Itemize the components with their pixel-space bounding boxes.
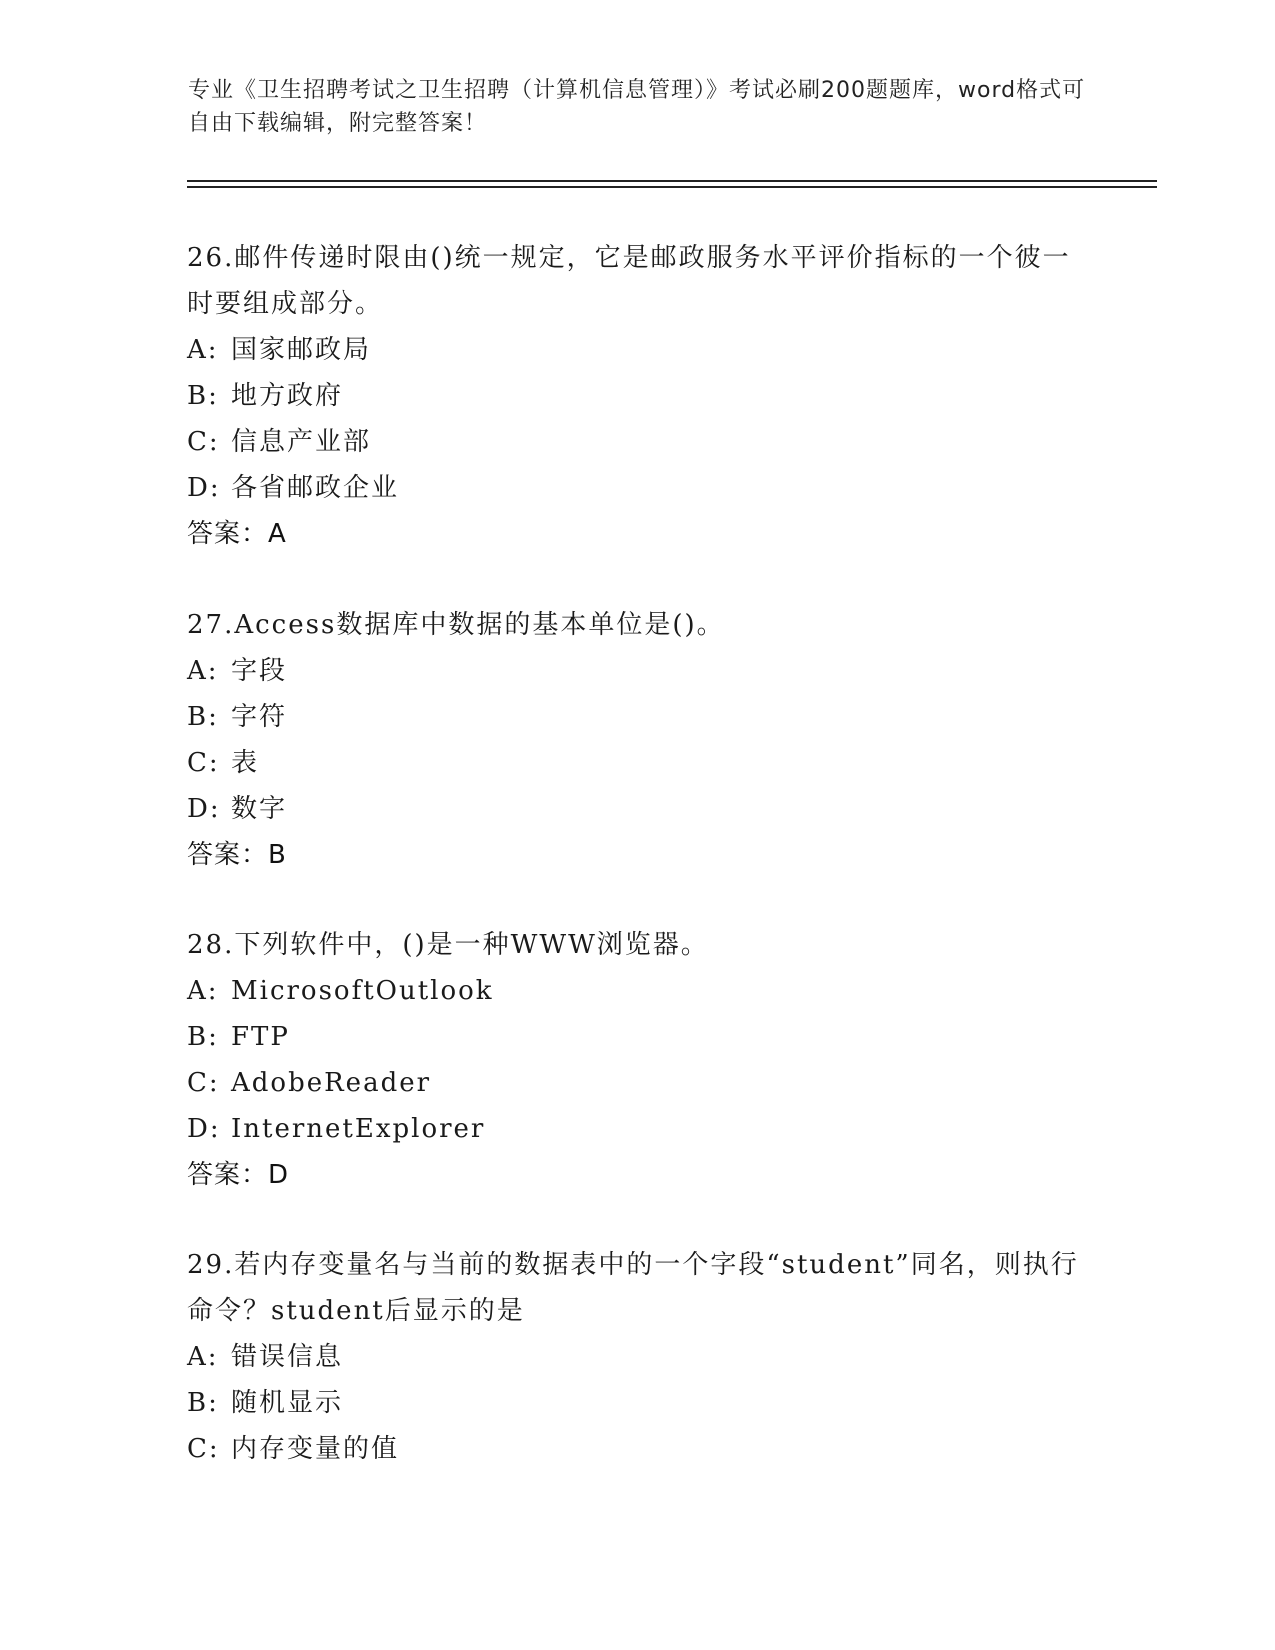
option-key: A: (187, 1342, 219, 1372)
option-text: 信息产业部 (231, 427, 372, 457)
header-rule-top (187, 180, 1157, 182)
option-b (187, 1014, 1087, 1060)
option-text: 国家邮政局 (231, 335, 372, 365)
option-a (187, 648, 1087, 694)
option-text: 各省邮政企业 (231, 473, 400, 503)
option-text: 字符 (231, 702, 288, 732)
header-rule-bottom (187, 186, 1157, 188)
option-text: 字段 (231, 656, 288, 686)
option-d (187, 1106, 1087, 1152)
option-key: C: (187, 748, 220, 778)
option-key: C: (187, 427, 220, 457)
question-stem: 28.下列软件中，()是一种WWW浏览器。 (187, 930, 709, 960)
option-a (187, 968, 1087, 1014)
option-key: A: (187, 656, 219, 686)
option-key: D: (187, 473, 221, 503)
option-key: D: (187, 1114, 221, 1144)
option-key: C: (187, 1068, 220, 1098)
question-28 (187, 922, 1087, 1198)
option-key: B: (187, 702, 219, 732)
option-d (187, 465, 1087, 511)
option-text: MicrosoftOutlook (231, 976, 494, 1006)
option-c (187, 740, 1087, 786)
option-text: 内存变量的值 (231, 1434, 400, 1464)
question-stem: 29.若内存变量名与当前的数据表中的一个字段“student”同名，则执行命令？student后显示的是 (187, 1250, 1079, 1326)
answer-line: 答案：D (187, 1160, 290, 1190)
option-text: AdobeReader (231, 1068, 432, 1098)
option-c (187, 1426, 1087, 1472)
option-b (187, 694, 1087, 740)
option-key: B: (187, 1022, 219, 1052)
option-d (187, 786, 1087, 832)
option-text: 地方政府 (231, 381, 344, 411)
option-key: C: (187, 1434, 220, 1464)
option-text: InternetExplorer (231, 1114, 486, 1144)
option-b (187, 373, 1087, 419)
question-26 (187, 235, 1087, 557)
question-29 (187, 1242, 1087, 1472)
option-text: 数字 (231, 794, 288, 824)
option-c (187, 1060, 1087, 1106)
question-stem: 27.Access数据库中数据的基本单位是()。 (187, 610, 725, 640)
option-text: 表 (231, 748, 260, 778)
option-key: A: (187, 976, 219, 1006)
answer-line: 答案：B (187, 840, 287, 870)
option-b (187, 1380, 1087, 1426)
option-text: 错误信息 (231, 1342, 344, 1372)
option-key: D: (187, 794, 221, 824)
answer-line: 答案：A (187, 519, 287, 549)
option-c (187, 419, 1087, 465)
option-key: B: (187, 381, 219, 411)
option-a (187, 327, 1087, 373)
question-27 (187, 602, 1087, 878)
question-stem: 26.邮件传递时限由()统一规定，它是邮政服务水平评价指标的一个彼一时要组成部分。 (187, 243, 1071, 319)
option-a (187, 1334, 1087, 1380)
option-key: A: (187, 335, 219, 365)
option-text: FTP (231, 1022, 290, 1052)
document-header: 专业《卫生招聘考试之卫生招聘（计算机信息管理）》考试必刷200题题库，word格式可自由下载编辑，附完整答案！ (188, 78, 1086, 136)
option-key: B: (187, 1388, 219, 1418)
option-text: 随机显示 (231, 1388, 344, 1418)
